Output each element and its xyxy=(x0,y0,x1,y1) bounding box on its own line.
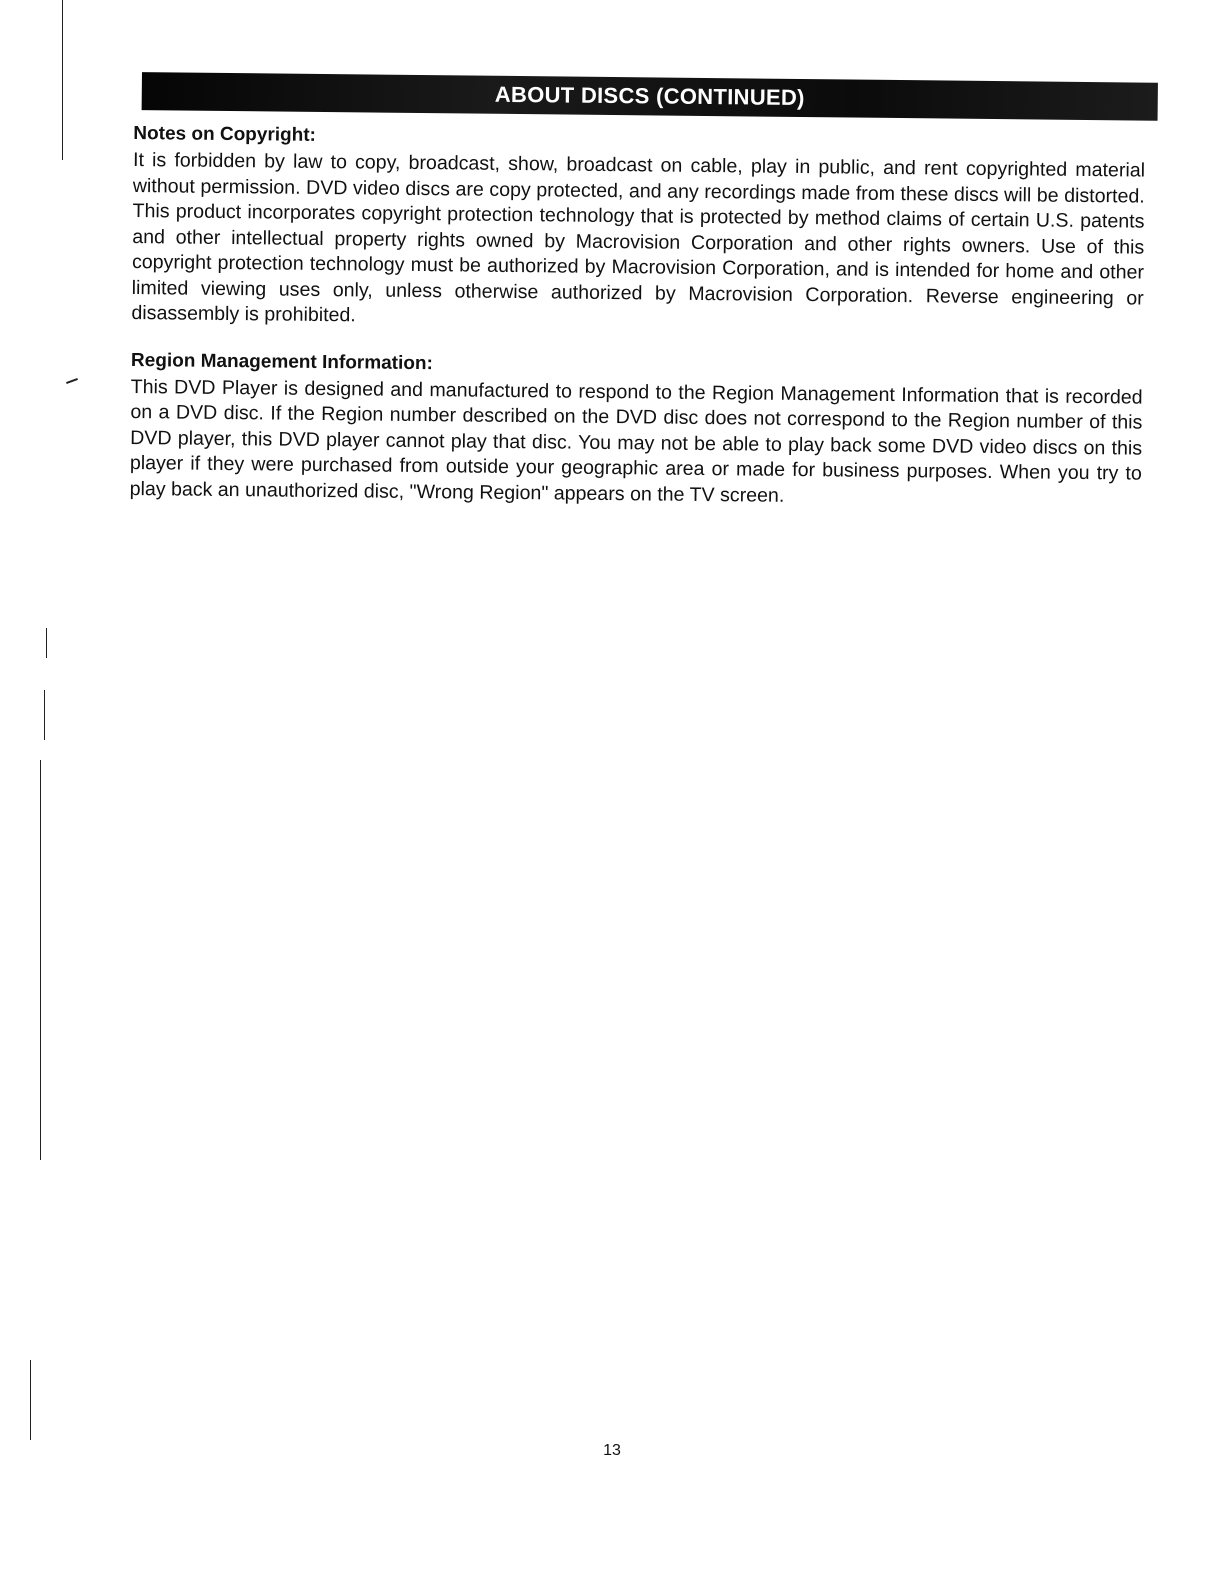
scan-edge-line xyxy=(46,628,47,658)
scan-edge-line xyxy=(44,690,45,740)
page-content xyxy=(129,72,1157,513)
region-body: This DVD Player is designed and manufactured to respond to the Region Management Information that is recorded on a DVD disc. If the Region number described on the DVD disc does not correspond to the Region number of this DVD player, this DVD player cannot play that disc. You may not be able to play back some DVD video discs on this player if they were purchased from outside your geographic area or made for business purposes. When you try to play back an unauthorized disc, "Wrong Region" appears on the TV screen. xyxy=(129,375,1143,507)
copyright-heading: Notes on Copyright: xyxy=(133,122,317,146)
copyright-section xyxy=(131,122,1157,337)
scan-edge-mark xyxy=(66,378,78,384)
copyright-body: It is forbidden by law to copy, broadcast, show, broadcast on cable, play in public, and rent copyrighted material without permission. DVD video discs are copy protected, and any recordings made from these discs will be distorted. This product incorporates copyright protection technology that is protected by method claims of certain U.S. patents and other intellectual property rights owned by Macrovision Corporation and other rights owners. Use of this copyright protection technology must be authorized by Macrovision Corporation, and is intended for home and other limited viewing uses only, unless otherwise authorized by Macrovision Corporation. Reverse engineering or disassembly is prohibited. xyxy=(131,148,1146,327)
section-header-bar xyxy=(142,72,1158,121)
region-section xyxy=(129,348,1155,512)
page-title: ABOUT DISCS (CONTINUED) xyxy=(494,81,805,111)
scan-edge-line xyxy=(62,0,63,160)
page-number: 13 xyxy=(603,1442,621,1459)
scan-edge-line xyxy=(30,1360,31,1440)
region-heading: Region Management Information: xyxy=(130,349,433,374)
scan-edge-line xyxy=(40,760,41,1160)
